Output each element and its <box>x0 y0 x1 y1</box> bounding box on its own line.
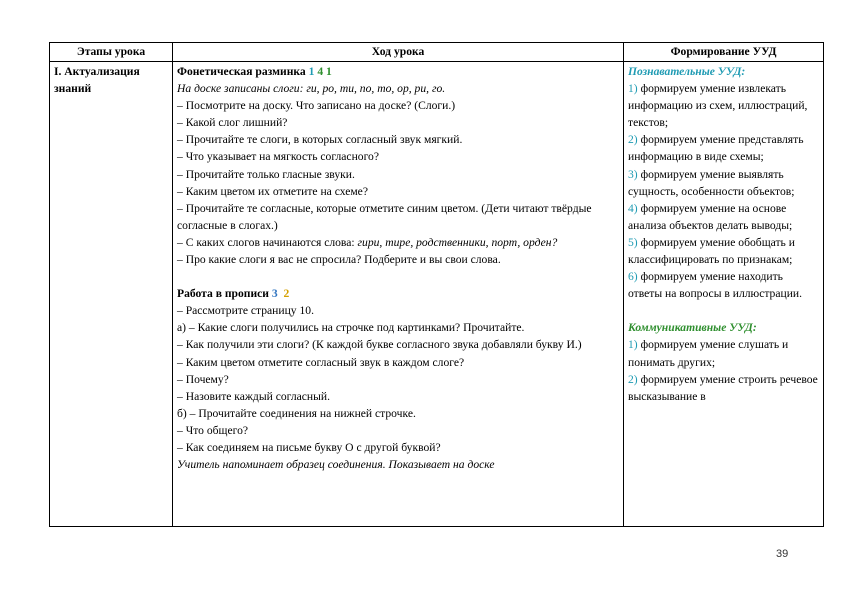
communicative-uud-title: Коммуникативные УУД: <box>628 321 757 335</box>
phonetic-num-1: 1 <box>308 65 315 78</box>
propisi-title: Работа в прописи <box>177 287 269 301</box>
phonetic-line: – Прочитайте только гласные звуки. <box>177 167 355 181</box>
stage-row <box>50 62 824 527</box>
phonetic-heading <box>177 63 619 80</box>
header-row <box>50 43 824 62</box>
propisi-line: – Что общего? <box>177 423 249 437</box>
propisi-heading <box>177 285 619 302</box>
phonetic-num-2: 4 <box>317 65 324 78</box>
phonetic-line: – Что указывает на мягкость согласного? <box>177 150 379 164</box>
communicative-item: 1) формируем умение слушать и понимать других; <box>628 338 789 369</box>
stage-title: I. Актуализация <box>54 65 140 78</box>
propisi-line: – Рассмотрите страницу 10. <box>177 304 314 318</box>
uud-cell <box>624 62 824 527</box>
propisi-line: б) – Прочитайте соединения на нижней строчке. <box>177 406 416 420</box>
header-uud: Формирование УУД <box>624 43 824 62</box>
propisi-line: – Почему? <box>177 372 229 386</box>
phonetic-last-line: – Про какие слоги я вас не спросила? Подберите и вы свои слова. <box>177 253 501 267</box>
cognitive-item: 3) формируем умение выявлять сущность, особенности объектов; <box>628 167 795 198</box>
cognitive-item: 5) формируем умение обобщать и классифицировать по признакам; <box>628 235 795 267</box>
phonetic-line: – Прочитайте те согласные, которые отметите синим цветом. (Дети читают твёрдые согласные в слогах.) <box>177 201 592 232</box>
propisi-num-2: 2 <box>283 287 290 301</box>
propisi-line: – Как соединяем на письме букву О с другой буквой? <box>177 440 441 454</box>
propisi-line: а) – Какие слоги получились на строчке под картинками? Прочитайте. <box>177 321 525 335</box>
propisi-num-1: 3 <box>271 287 278 301</box>
words-prefix: – С каких слогов начинаются слова: <box>177 235 358 249</box>
cognitive-item: 1) формируем умение извлекать информацию из схем, иллюстраций, текстов; <box>628 82 808 130</box>
course-cell <box>173 62 624 527</box>
lesson-table <box>49 42 824 527</box>
cognitive-uud-title: Познавательные УУД: <box>628 65 746 78</box>
phonetic-line: – Прочитайте те слоги, в которых согласный звук мягкий. <box>177 133 463 147</box>
header-course: Ход урока <box>173 43 624 62</box>
stage-title-cont: знаний <box>54 82 92 96</box>
header-stages: Этапы урока <box>50 43 173 62</box>
words-list: гири, тире, родственники, порт, орден? <box>357 235 558 249</box>
stage-cell <box>50 62 173 527</box>
cognitive-item: 2) формируем умение представлять информацию в виде схемы; <box>628 133 804 164</box>
phonetic-line: – Посмотрите на доску. Что записано на доске? (Слоги.) <box>177 99 456 113</box>
propisi-line: – Назовите каждый согласный. <box>177 389 330 403</box>
teacher-note: Учитель напоминает образец соединения. Показывает на доске <box>177 458 495 472</box>
phonetic-num-3: 1 <box>326 65 332 78</box>
cognitive-item: 6) формируем умение находить ответы на вопросы в иллюстрации. <box>628 270 802 301</box>
phonetic-words-question <box>177 234 619 251</box>
phonetic-line: – Какой слог лишний? <box>177 116 288 130</box>
propisi-line: – Как получили эти слоги? (К каждой букве согласного звука добавляли букву И.) <box>177 338 582 352</box>
phonetic-line: – Каким цветом их отметите на схеме? <box>177 184 368 198</box>
cognitive-item: 4) формируем умение на основе анализа объектов делать выводы; <box>628 201 793 232</box>
page-number: 39 <box>776 548 789 560</box>
phonetic-title: Фонетическая разминка <box>177 65 306 78</box>
propisi-line: – Каким цветом отметите согласный звук в каждом слоге? <box>177 355 465 369</box>
communicative-item: 2) формируем умение строить речевое высказывание в <box>628 372 818 403</box>
phonetic-intro: На доске записаны слоги: ги, ро, ти, по, то, ор, ри, го. <box>177 82 446 96</box>
